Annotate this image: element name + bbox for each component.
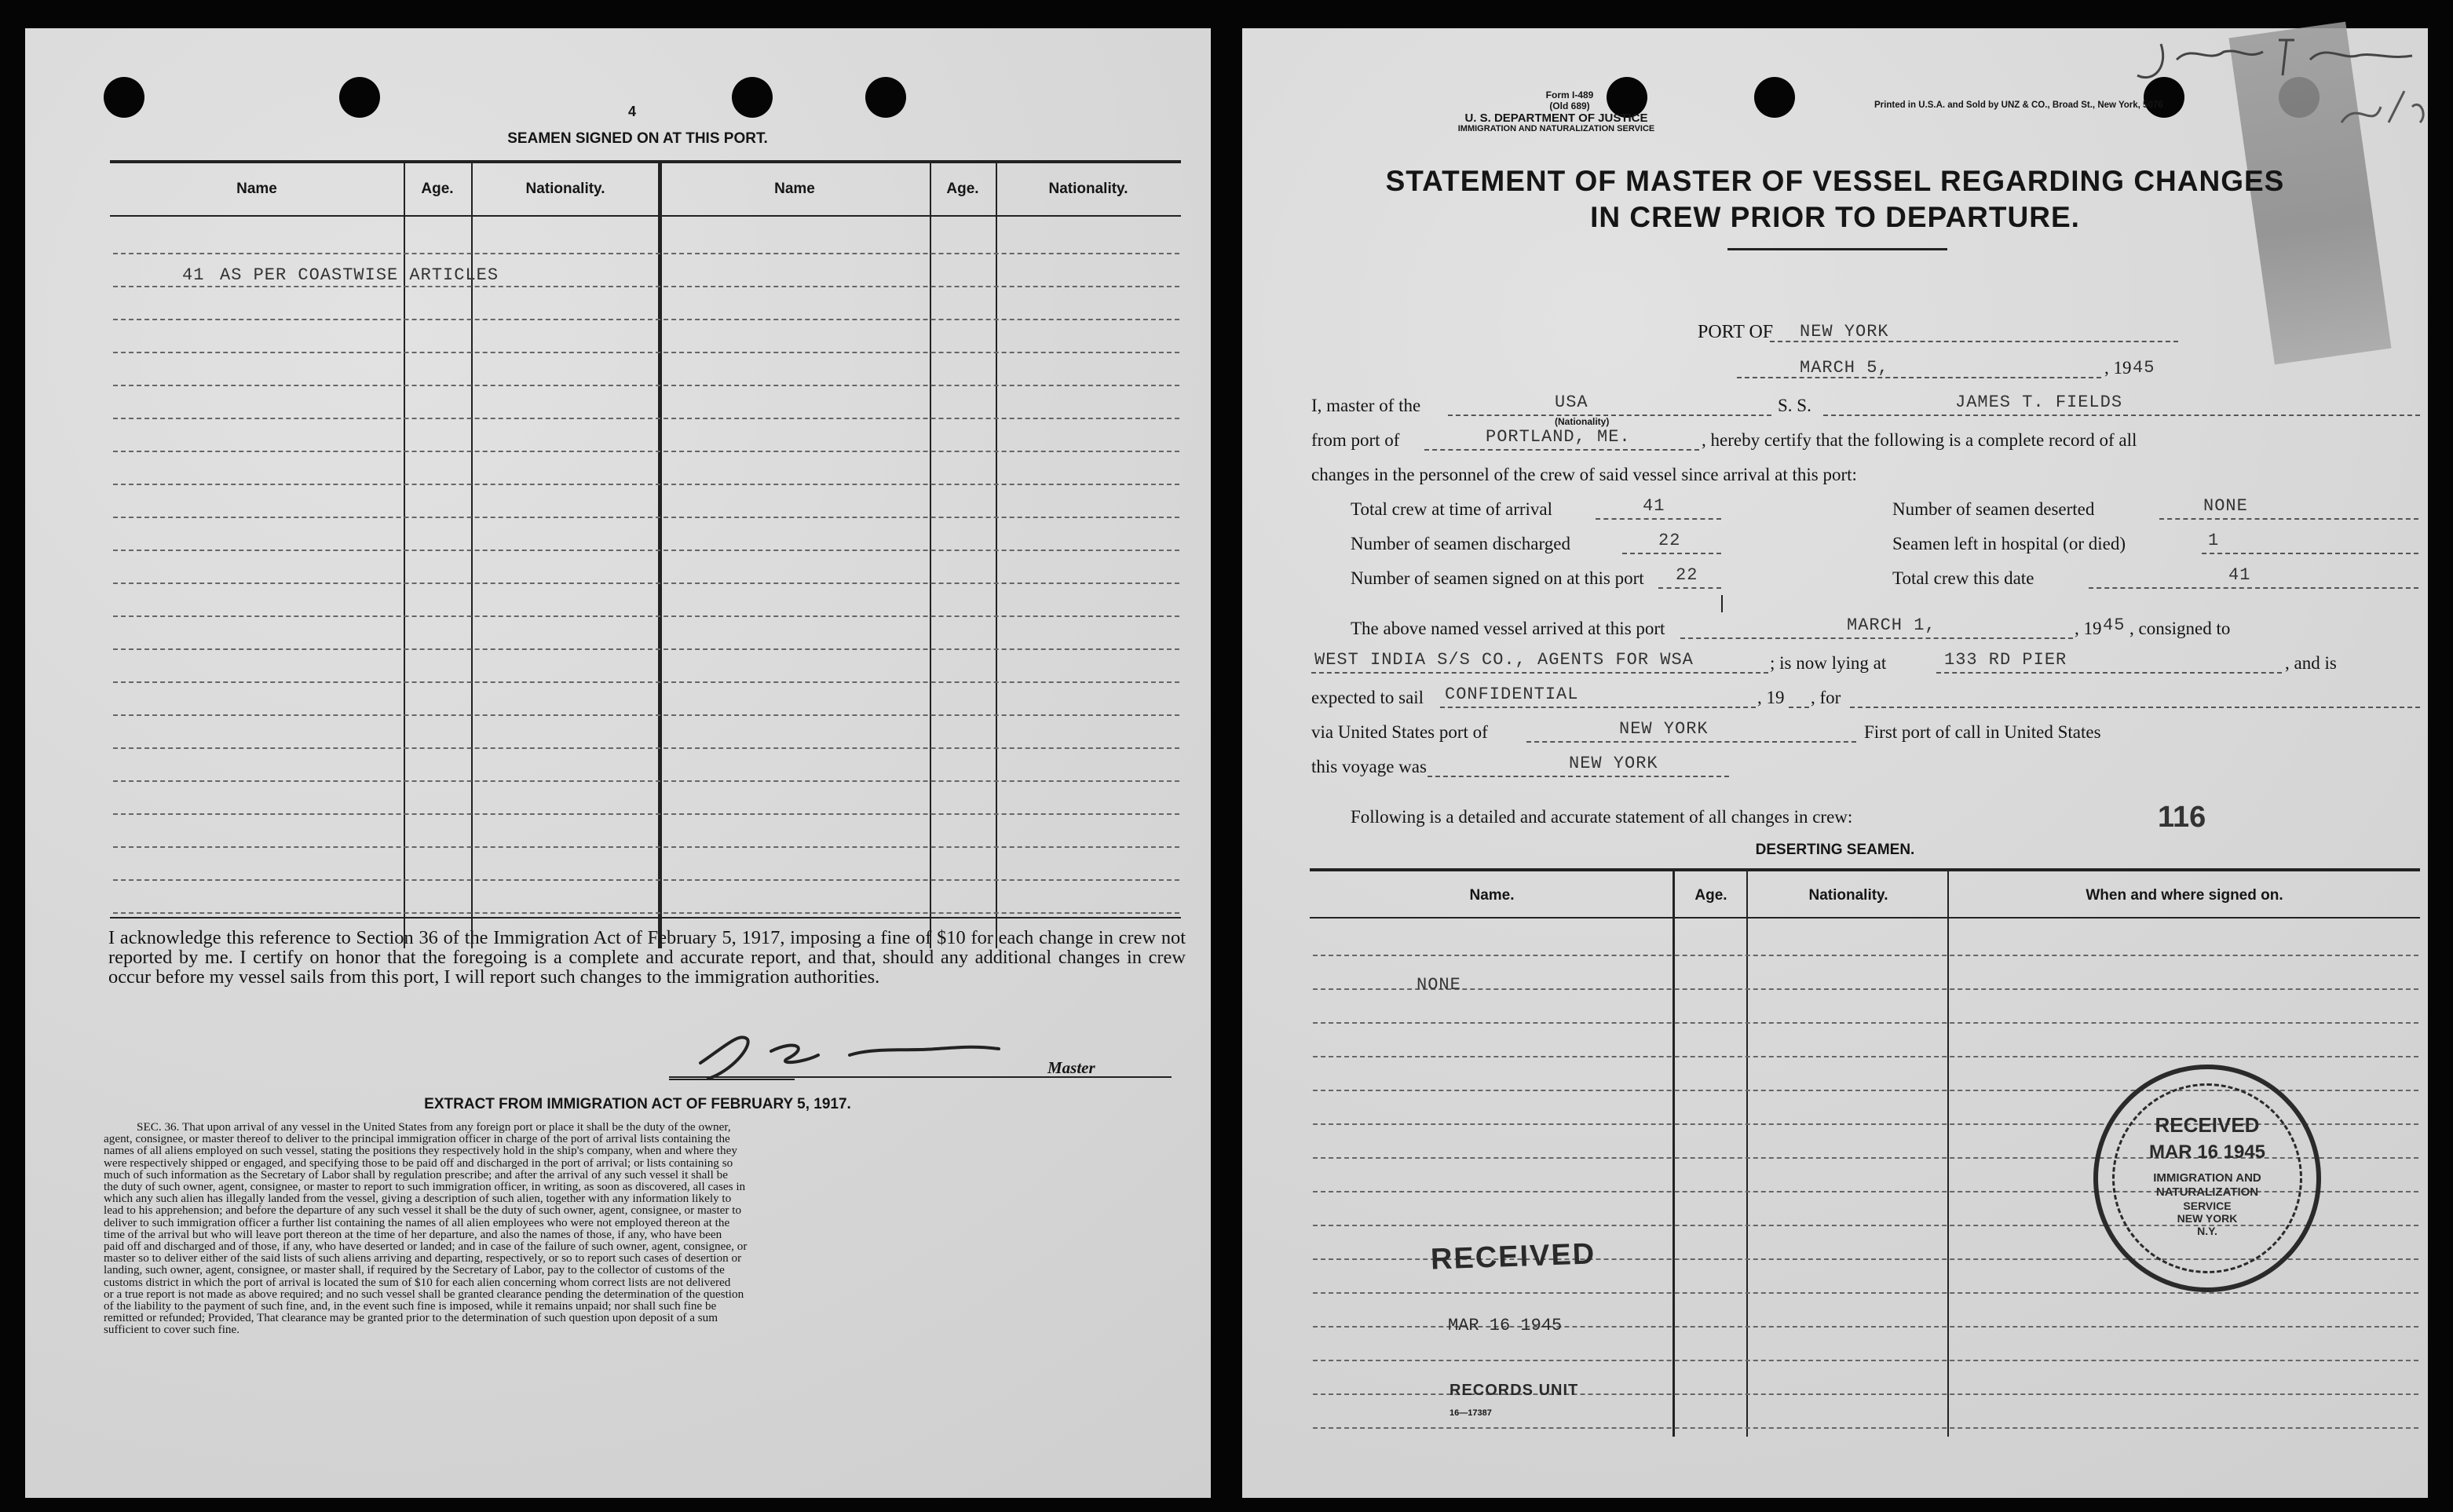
title-underline (1727, 248, 1947, 250)
master-label: Master (1047, 1058, 1095, 1077)
arrived-fill (1680, 637, 2073, 639)
extract-line: remitted or refunded; Provided, That clearance may be granted prior to the determination of such question upon deposit of a sum (104, 1311, 718, 1325)
consignee-value: WEST INDIA S/S CO., AGENTS FOR WSA (1314, 650, 1694, 670)
first-port-value: NEW YORK (1569, 754, 1658, 773)
from-port-label: from port of (1311, 430, 1400, 450)
desert-col-age: Age. (1694, 887, 1727, 904)
service-name: IMMIGRATION AND NATURALIZATION SERVICE (1457, 124, 1655, 133)
date-fill-line (1737, 377, 2101, 378)
right-page (1242, 28, 2428, 1498)
extract-line: or a true report is not made as above required; and no such vessel shall be granted clearance pending the determination of the question (104, 1287, 744, 1301)
extract-divider (669, 1079, 795, 1080)
table-row-line (113, 352, 1179, 353)
total-date-value: 41 (2228, 565, 2251, 585)
desert-entry: NONE (1417, 975, 1461, 995)
desert-row-line (1313, 1056, 2418, 1057)
discharged-label: Number of seamen discharged (1351, 534, 1570, 553)
table-row-line (113, 648, 1179, 650)
table-row-line (113, 451, 1179, 452)
port-label: PORT OF (1698, 322, 1774, 342)
pier-fill (1936, 672, 2282, 674)
from-port-fill-line (1424, 449, 1699, 451)
punch-hole (732, 77, 773, 118)
entry-count: 41 (182, 265, 205, 285)
table-row-line (113, 319, 1179, 320)
table-row-line (113, 912, 1179, 914)
for-fill (1850, 707, 2420, 708)
punch-hole (1754, 77, 1795, 118)
hospital-value: 1 (2208, 531, 2220, 550)
following-text: Following is a detailed and accurate statement of all changes in crew: (1351, 807, 1853, 827)
extract-line: of the liability to the payment of such fine, and, in the event such fine is imposed, while it remains unpaid; nor shall such fine be (104, 1299, 717, 1313)
column-divider (930, 163, 931, 948)
extract-line: the duty of such owner, agent, consignee, or master to report to such immigration officer, in writing, as soon as discovered, all cases in (104, 1180, 746, 1194)
desert-col-nationality: Nationality. (1808, 887, 1888, 904)
table-row-line (113, 253, 1179, 254)
arrived-year-prefix: , 19 (2075, 619, 2102, 638)
deserting-title: DESERTING SEAMEN. (1755, 842, 1915, 858)
port-value: NEW YORK (1800, 322, 1889, 341)
stamp-number: 116 (2158, 801, 2206, 834)
table-row-line (113, 385, 1179, 386)
first-port-fill (1428, 776, 1729, 777)
round-stamp-line5: N.Y. (2197, 1225, 2217, 1237)
extract-line: customs district in which the port of arrival is located the sum of $10 for each alien concerning whom correct lists are not delivered (104, 1275, 731, 1289)
hospital-label: Seamen left in hospital (or died) (1892, 534, 2126, 553)
pier-value: 133 RD PIER (1944, 650, 2067, 670)
table-header-rule (110, 215, 1181, 217)
table-row-line (113, 550, 1179, 551)
col-header-age: Age. (421, 181, 454, 197)
consignee-fill (1311, 672, 1768, 674)
col-header-age-2: Age. (946, 181, 979, 197)
total-date-fill (2089, 587, 2418, 589)
round-stamp-line2: NATURALIZATION (2155, 1185, 2259, 1199)
table-row-line (113, 484, 1179, 485)
table-row-line (113, 780, 1179, 782)
records-unit: RECORDS UNIT (1450, 1382, 1579, 1399)
table-bottom-rule (110, 917, 1181, 919)
round-stamp-line1: IMMIGRATION AND (2153, 1171, 2261, 1185)
first-port-label: First port of call in United States (1864, 722, 2101, 742)
and-is-label: , and is (2285, 653, 2337, 673)
nationality-caption: (Nationality) (1555, 416, 1610, 427)
table-row-line (113, 517, 1179, 518)
round-stamp-received: RECEIVED (2155, 1113, 2260, 1137)
round-stamp-line4: NEW YORK (2177, 1212, 2238, 1225)
extract-line: were respectively shipped or engaged, and specifying those to be paid off and discharged in the port of arrival; or lists containing so (104, 1156, 733, 1170)
year-value: 45 (2133, 358, 2155, 378)
extract-line: names of all aliens employed on such vessel, stating the positions they respectively hold in the ship's company, when and where they (104, 1144, 737, 1158)
extract-line: paid off and discharged and of those, if any, who have deserted or landed; and in case of the failure of such owner, agent, consignee, or (104, 1240, 748, 1254)
nationality-value: USA (1555, 393, 1588, 412)
signed-on-label: Number of seamen signed on at this port (1351, 568, 1644, 588)
vessel-fill-line (1823, 415, 2420, 416)
expected-value: CONFIDENTIAL (1445, 685, 1579, 704)
hospital-fill (2202, 553, 2418, 554)
round-stamp-line3: SERVICE (2183, 1200, 2232, 1212)
col-header-name: Name (236, 181, 277, 197)
desert-col-name: Name. (1469, 887, 1515, 904)
sail-year-fill (1789, 707, 1809, 708)
extract-line: landing, such owner, agent, consignee, or master shall, if required by the Secretary of Labor, pay to the collector of customs of the (104, 1263, 725, 1277)
deserted-fill (2159, 518, 2418, 520)
form-number: Form I-489 (1545, 89, 1594, 100)
via-value: NEW YORK (1619, 719, 1709, 739)
consigned-label: , consigned to (2129, 619, 2231, 638)
deserted-label: Number of seamen deserted (1892, 499, 2095, 519)
extract-line: agent, consignee, or master thereof to deliver to the principal immigration officer in charge of the port of arrival lists containing the (104, 1132, 730, 1146)
column-divider (996, 163, 997, 948)
stats-divider (1721, 595, 1723, 612)
col-header-nationality: Nationality. (525, 181, 605, 197)
table-row-line (113, 681, 1179, 683)
department: U. S. DEPARTMENT OF JUSTICE (1464, 111, 1648, 125)
table-row-line (113, 846, 1179, 848)
column-divider-center (658, 163, 662, 948)
extract-line: time of the arrival but who will leave port thereon at the time of her departure, and also the names of those, if any, who have been (104, 1227, 722, 1241)
total-arrival-value: 41 (1643, 496, 1665, 516)
table-row-line (113, 879, 1179, 881)
table-row-line (113, 813, 1179, 815)
via-label: via United States port of (1311, 722, 1488, 742)
table-top-rule (110, 160, 1181, 163)
total-arrival-label: Total crew at time of arrival (1351, 499, 1553, 519)
extract-title: EXTRACT FROM IMMIGRATION ACT OF FEBRUARY 5, 1917. (424, 1096, 851, 1112)
master-of-label: I, master of the (1311, 396, 1421, 415)
desert-col-when-where: When and where signed on. (2086, 887, 2283, 904)
nationality-fill-line (1448, 415, 1771, 416)
sail-year: , 19 (1757, 688, 1785, 707)
year-prefix: , 19 (2104, 358, 2132, 378)
ss-label: S. S. (1778, 396, 1811, 415)
received-date: MAR 16 1945 (1448, 1316, 1563, 1335)
page-number: 4 (628, 104, 637, 119)
this-voyage-label: this voyage was (1311, 757, 1427, 776)
extract-line: much of such information as the Secretary of Labor shall by regulation prescribe; and after the arrival of any such vessel it shall be (104, 1167, 728, 1181)
arrived-label: The above named vessel arrived at this port (1351, 619, 1665, 638)
certify-text: , hereby certify that the following is a complete record of all (1702, 430, 2137, 450)
form-title-line1: STATEMENT OF MASTER OF VESSEL REGARDING CHANGES (1385, 165, 2285, 197)
for-label: , for (1811, 688, 1841, 707)
extract-line: deliver to such immigration officer a further list containing the names of all alien employees who were not employed thereon at the (104, 1215, 730, 1229)
extract-line: which any such alien has illegally landed from the vessel, giving a description of such alien, together with any information likely to (104, 1192, 732, 1206)
form-old-number: (Old 689) (1549, 100, 1590, 111)
desert-row-line (1313, 1427, 2418, 1429)
form-code: 16—17387 (1450, 1408, 1492, 1418)
section-title: SEAMEN SIGNED ON AT THIS PORT. (507, 130, 768, 147)
expected-fill (1440, 707, 1756, 708)
deserted-value: NONE (2203, 496, 2248, 516)
round-stamp (2093, 1065, 2321, 1292)
expected-label: expected to sail (1311, 688, 1424, 707)
changes-text: changes in the personnel of the crew of said vessel since arrival at this port: (1311, 465, 1857, 484)
total-arrival-fill (1596, 518, 1721, 520)
arrived-date: MARCH 1, (1847, 615, 1936, 635)
date-value: MARCH 5, (1800, 358, 1889, 378)
printed-by: Printed in U.S.A. and Sold by UNZ & CO., Broad St., New York, 5076 (1874, 100, 2163, 110)
lying-label: ; is now lying at (1770, 653, 1887, 673)
acknowledgement-text: I acknowledge this reference to Section 36 of the Immigration Act of February 5, 1917, imposing a fine of $10 for each change in crew not reported by me. I certify on honor that the foregoing is a complete and accurate report, and that, should any additional changes in crew occur before my vessel sails from this port, I will report such changes to the immigration authorities. (108, 927, 1186, 988)
extract-line: SEC. 36. That upon arrival of any vessel in the United States from any foreign port or place it shall be the duty of the owner, (137, 1120, 731, 1134)
received-stamp: RECEIVED (1430, 1237, 1596, 1276)
punch-hole (339, 77, 380, 118)
via-fill (1526, 741, 1856, 743)
col-header-nationality-2: Nationality. (1048, 181, 1128, 197)
from-port-value: PORTLAND, ME. (1486, 427, 1631, 447)
punch-hole (865, 77, 906, 118)
form-title-line2: IN CREW PRIOR TO DEPARTURE. (1590, 201, 2080, 233)
desert-divider (1746, 871, 1748, 1437)
table-row-line (113, 418, 1179, 419)
handwritten-signature (2106, 28, 2428, 154)
left-page (25, 28, 1211, 1498)
col-header-name-2: Name (774, 181, 815, 197)
signed-on-fill (1658, 587, 1721, 589)
extract-line: lead to his apprehension; and before the departure of any such vessel it shall be the duty of such owner, agent, consignee, or master to (104, 1203, 742, 1218)
round-stamp-date: MAR 16 1945 (2148, 1141, 2266, 1163)
discharged-value: 22 (1658, 531, 1681, 550)
table-row-line (113, 747, 1179, 749)
table-row-line (113, 714, 1179, 716)
desert-row-line (1313, 1022, 2418, 1024)
table-row-line (113, 286, 1179, 287)
entry-text: AS PER COASTWISE ARTICLES (220, 265, 499, 285)
table-row-line (113, 615, 1179, 617)
desert-divider (1672, 871, 1675, 1437)
desert-table-header-rule (1310, 917, 2420, 919)
desert-row-line (1313, 988, 2418, 990)
desert-row-line (1313, 1292, 2418, 1294)
table-row-line (113, 583, 1179, 584)
arrived-year: 45 (2103, 615, 2126, 635)
desert-row-line (1313, 955, 2418, 956)
desert-table-top (1310, 868, 2420, 871)
extract-line: master so to deliver either of the said lists of such aliens arriving and departing, respectively, or so to report such cases of desertion or (104, 1251, 742, 1265)
extract-line: sufficient to cover such fine. (104, 1323, 240, 1337)
desert-row-line (1313, 1360, 2418, 1361)
signed-on-value: 22 (1676, 565, 1698, 585)
discharged-fill (1622, 553, 1721, 554)
punch-hole (104, 77, 144, 118)
vessel-value: JAMES T. FIELDS (1955, 393, 2123, 412)
desert-divider (1947, 871, 1949, 1437)
total-date-label: Total crew this date (1892, 568, 2034, 588)
master-signature-line (669, 1076, 1172, 1078)
extract-body (104, 1121, 1187, 1336)
